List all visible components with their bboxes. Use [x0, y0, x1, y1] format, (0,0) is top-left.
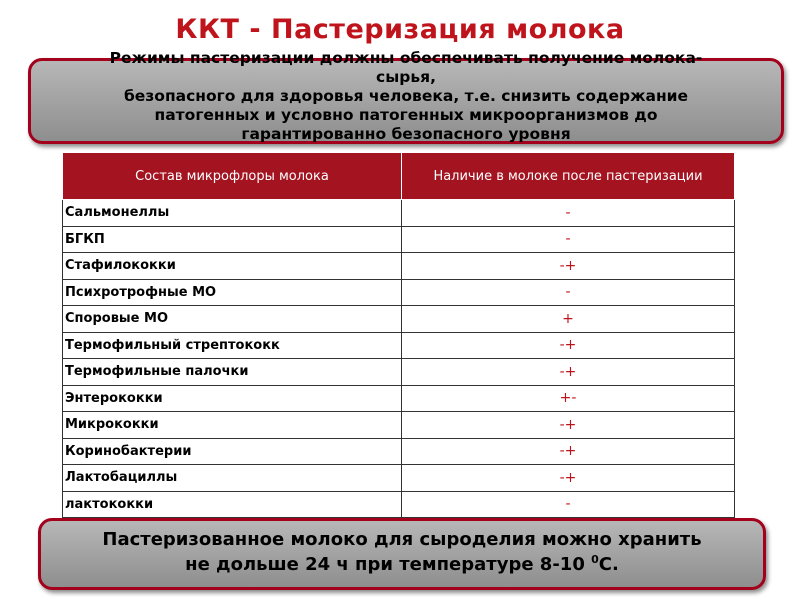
table-row — [63, 306, 735, 333]
column-header-composition: Состав микрофлоры молока — [63, 153, 402, 200]
table-row — [63, 359, 735, 386]
table-row — [63, 412, 735, 439]
row-name: Энтерококки — [63, 385, 402, 412]
table-row — [63, 465, 735, 492]
table-row — [63, 332, 735, 359]
table-row — [63, 226, 735, 253]
intro-line: сырья, — [376, 68, 436, 86]
row-value: -+ — [402, 465, 735, 492]
row-name: Лактобациллы — [63, 465, 402, 492]
intro-callout — [28, 49, 784, 144]
intro-line: безопасного для здоровья человека, т.е. снизить содержание — [123, 87, 689, 105]
table-row — [63, 385, 735, 412]
intro-line: Режимы пастеризации должны обеспечивать получение молока- — [109, 49, 703, 67]
storage-note-callout — [38, 518, 766, 590]
microflora-table — [62, 152, 735, 518]
degree-superscript: 0 — [591, 553, 599, 566]
row-value: +- — [402, 385, 735, 412]
row-value: - — [402, 226, 735, 253]
temperature-unit: С. — [598, 554, 619, 575]
row-name: Коринобактерии — [63, 438, 402, 465]
row-value: - — [402, 279, 735, 306]
row-value: - — [402, 200, 735, 227]
row-value: + — [402, 306, 735, 333]
row-value: -+ — [402, 253, 735, 280]
intro-line: патогенных и условно патогенных микроорганизмов до — [154, 106, 658, 124]
storage-note-line-2 — [41, 552, 763, 577]
slide-title: ККТ - Пастеризация молока — [175, 14, 625, 45]
table-row — [63, 279, 735, 306]
table-header-row — [63, 153, 735, 200]
storage-note-line-2-text: не дольше 24 ч при температуре 8-10 — [185, 554, 592, 575]
row-name: Термофильный стрептококк — [63, 332, 402, 359]
row-name: Термофильные палочки — [63, 359, 402, 386]
row-name: Споровые МО — [63, 306, 402, 333]
storage-note-line-1: Пастеризованное молоко для сыроделия можно хранить — [102, 529, 702, 550]
row-value: -+ — [402, 359, 735, 386]
intro-line: гарантированно безопасного уровня — [241, 125, 571, 143]
storage-note-text — [41, 527, 763, 577]
table-row — [63, 491, 735, 518]
row-value: - — [402, 491, 735, 518]
row-name: Микрококки — [63, 412, 402, 439]
table-row — [63, 253, 735, 280]
table-row — [63, 438, 735, 465]
row-name: лактококки — [63, 491, 402, 518]
row-value: -+ — [402, 412, 735, 439]
row-name: Стафилококки — [63, 253, 402, 280]
row-name: Психротрофные МО — [63, 279, 402, 306]
column-header-presence: Наличие в молоке после пастеризации — [402, 153, 735, 200]
table-row — [63, 200, 735, 227]
row-name: Сальмонеллы — [63, 200, 402, 227]
row-value: -+ — [402, 438, 735, 465]
row-value: -+ — [402, 332, 735, 359]
intro-text — [31, 49, 781, 144]
row-name: БГКП — [63, 226, 402, 253]
